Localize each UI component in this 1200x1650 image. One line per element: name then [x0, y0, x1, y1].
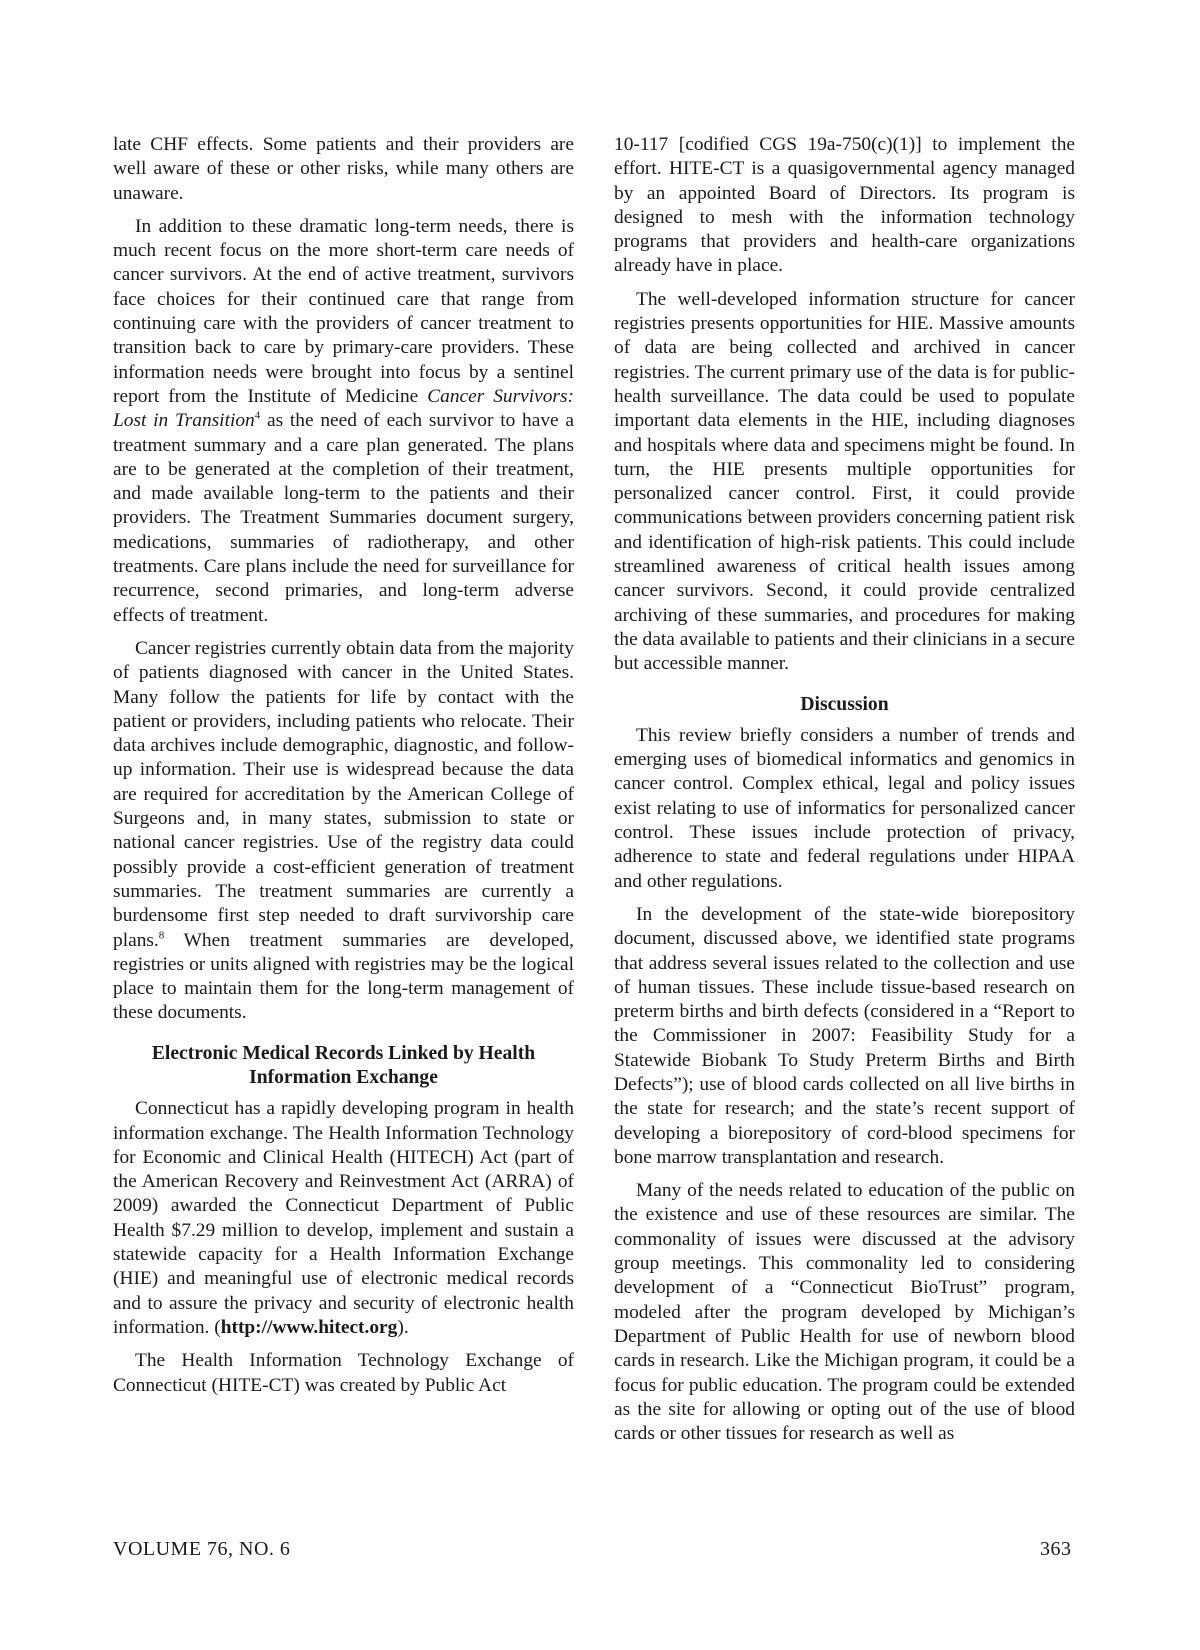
paragraph: This review briefly considers a number of trends and emerging uses of biomedical informatics and genomics in cancer control. Complex ethical, legal and policy issues exist relating to use of informatics for personalized cancer control. These issues include protection of privacy, adherence to state and federal regulations under HIPAA and other regulations. — [614, 724, 1075, 892]
paragraph — [113, 1097, 574, 1340]
left-column — [113, 133, 574, 1398]
paragraph: 10-117 [codified CGS 19a-750(c)(1)] to implement the effort. HITE-CT is a quasigovernmental agency managed by an appointed Board of Directors. Its program is designed to mesh with the information technology programs that providers and health-care organizations already have in place. — [614, 134, 1075, 277]
paragraph-text: ). — [397, 1316, 409, 1338]
paragraph: The Health Information Technology Exchange of Connecticut (HITE-CT) was created by Public Act — [113, 1350, 574, 1396]
paragraph: In the development of the state-wide biorepository document, discussed above, we identified state programs that address several issues related to the collection and use of human tissues. These include tissue-based research on preterm births and birth defects (considered in a “Report to the Commissioner in 2007: Feasibility Study for a Statewide Biobank To Study Preterm Births and Birth Defects”); use of blood cards collected on all live births in the state for research; and the state’s recent support of developing a biorepository of cord-blood specimens for bone marrow transplantation and research. — [614, 903, 1075, 1168]
paragraph: The well-developed information structure for cancer registries presents opportunities for HIE. Massive amounts of data are being collected and archived in cancer registries. The current primary use of the data is for public-health surveillance. The data could be used to populate important data elements in the HIE, including diagnoses and hospitals where data and specimens might be found. In turn, the HIE presents multiple opportunities for personalized cancer control. First, it could provide communications between providers concerning patient risk and identification of high-risk patients. This could include streamlined awareness of critical health issues among cancer survivors. Second, it could provide centralized archiving of these summaries, and procedures for making the data available to patients and their clinicians in a secure but accessible manner. — [614, 288, 1075, 675]
paragraph: late CHF effects. Some patients and their providers are well aware of these or other risks, while many others are unaware. — [113, 134, 574, 204]
volume-label: VOLUME 76, NO. 6 — [113, 1538, 291, 1560]
paragraph-text: Connecticut has a rapidly developing program in health information exchange. The Health Information Technology for Economic and Clinical Health (HITECH) Act (part of the American Recovery and Reinvestment Act (ARRA) of 2009) awarded the Connecticut Department of Public Health $7.29 million to develop, implement and sustain a statewide capacity for a Health Information Exchange (HIE) and meaningful use of electronic medical records and to assure the privacy and security of electronic health information. ( — [113, 1098, 574, 1338]
citation: 8 — [158, 929, 165, 942]
section-heading: Electronic Medical Records Linked by Health Information Exchange — [151, 1042, 536, 1088]
website-link[interactable]: http://www.hitect.org — [220, 1316, 398, 1338]
paragraph-text: as the need of each survivor to have a treatment summary and a care plan generated. The plans are to be generated at the completion of their treatment, and made available long-term to the patients and their providers. The Treatment Summaries document surgery, medications, summaries of radiotherapy, and other treatments. Care plans include the need for surveillance for recurrence, second primaries, and long-term adverse effects of treatment. — [113, 410, 574, 626]
paragraph — [113, 637, 574, 1026]
report-title: Cancer Survivors: Lost in Transition — [113, 385, 574, 432]
paragraph-text: When treatment summaries are developed, registries or units aligned with registries may be the logical place to maintain them for the long-term management of these documents. — [113, 929, 574, 1024]
paragraph-text: Cancer registries currently obtain data from the majority of patients diagnosed with cancer in the United States. Many follow the patients for life by contact with the patient or providers, including patients who relocate. Their data archives include demographic, diagnostic, and follow-up information. Their use is widespread because the data are required for accreditation by the American College of Surgeons and, in many states, submission to state or national cancer registries. Use of the registry data could possibly provide a cost-efficient generation of treatment summaries. The treatment summaries are currently a burdensome first step needed to draft survivorship care plans. — [113, 637, 574, 951]
right-column — [614, 133, 1075, 1446]
section-heading: Discussion — [800, 693, 889, 715]
page-number: 363 — [1040, 1538, 1072, 1560]
paragraph: Many of the needs related to education of the public on the existence and use of these resources are similar. The commonality of issues were discussed at the advisory group meetings. This commonality led to considering development of a “Connecticut BioTrust” program, modeled after the program developed by Michigan’s Department of Public Health for use of newborn blood cards in research. Like the Michigan program, it could be a focus for public education. The program could be extended as the site for allowing or opting out of the use of blood cards or other tissues for research as well as — [614, 1180, 1075, 1445]
citation: 4 — [254, 409, 261, 422]
paragraph — [113, 215, 574, 628]
paragraph-text: In addition to these dramatic long-term needs, there is much recent focus on the more short-term care needs of cancer survivors. At the end of active treatment, survivors face choices for their continued care that range from continuing care with the providers of cancer treatment to transition back to care by primary-care providers. These information needs were brought into focus by a sentinel report from the Institute of Medicine — [113, 215, 574, 407]
